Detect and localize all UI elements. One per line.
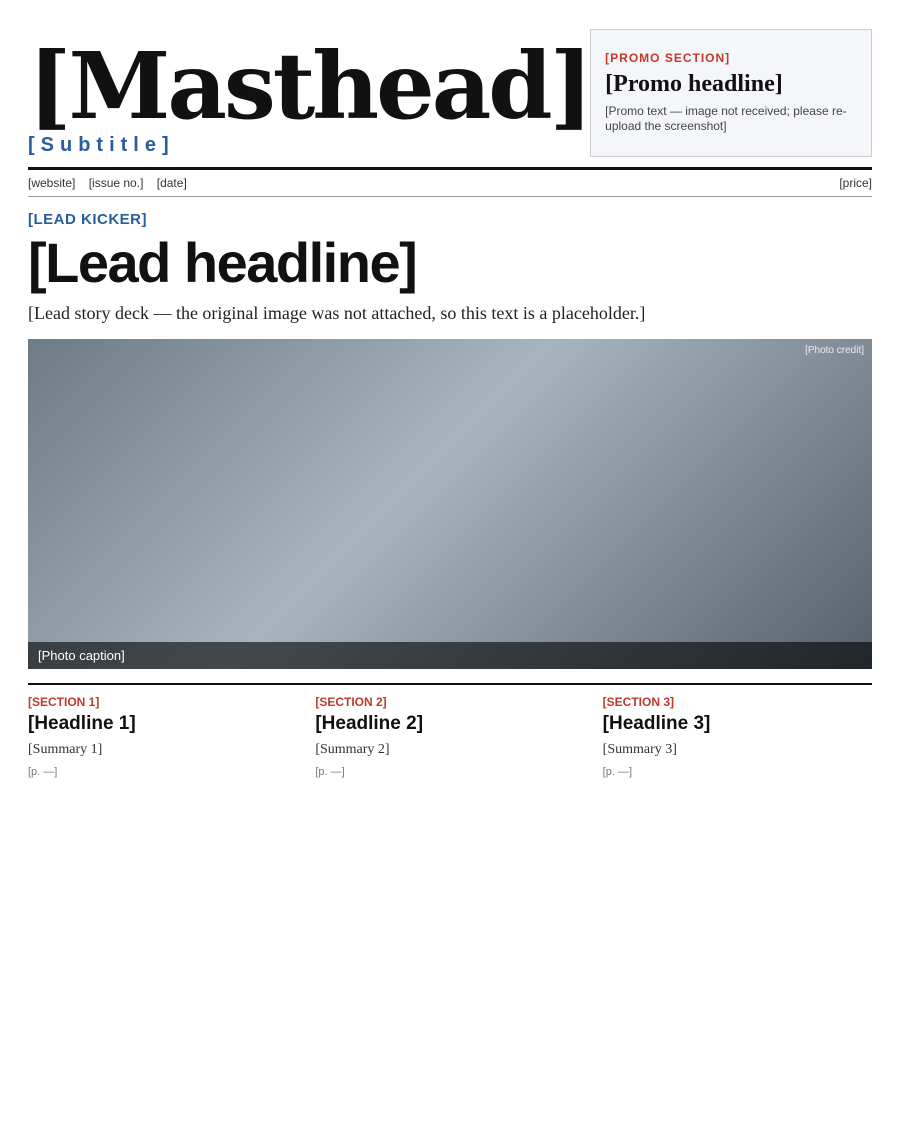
masthead-subtitle: [Subtitle] <box>28 134 175 156</box>
promo-title: [Promo headline] <box>605 71 783 98</box>
promo-box[interactable] <box>590 29 872 157</box>
brand-block <box>28 31 591 157</box>
photo-caption: [Photo caption] <box>28 642 872 669</box>
section-headline[interactable]: [Headline 2] <box>315 713 424 735</box>
promo-kicker: [PROMO SECTION] <box>605 51 731 66</box>
section-page-ref: [p. —] <box>28 766 58 779</box>
section-summary: [Summary 3] <box>602 742 677 758</box>
lead-kicker: [LEAD KICKER] <box>28 211 147 228</box>
section-label: [SECTION 3] <box>602 695 674 710</box>
lead-deck: [Lead story deck — the original image was not attached, so this text is a placeholder.] <box>28 303 646 324</box>
section-summary: [Summary 1] <box>28 742 103 758</box>
dateline-left <box>28 176 197 190</box>
promo-text: [Promo text — image not received; please re-upload the screenshot] <box>605 103 847 134</box>
dateline <box>28 170 872 197</box>
section-story[interactable] <box>603 695 872 778</box>
dateline-price: [price] <box>839 176 872 190</box>
section-headline[interactable]: [Headline 3] <box>602 713 711 735</box>
dateline-website[interactable]: [website] <box>28 176 76 190</box>
section-story[interactable] <box>28 695 297 778</box>
dateline-date: [date] <box>156 176 187 190</box>
section-headline[interactable]: [Headline 1] <box>28 713 136 735</box>
masthead <box>28 20 872 170</box>
section-grid <box>28 683 872 778</box>
lead-headline[interactable]: [Lead headline] <box>28 231 417 294</box>
lead-story[interactable] <box>28 211 872 325</box>
photo-credit: [Photo credit] <box>805 345 864 357</box>
section-story[interactable] <box>315 695 584 778</box>
masthead-logo[interactable]: [Masthead] <box>28 31 591 140</box>
section-page-ref: [p. —] <box>315 766 345 779</box>
dateline-issue: [issue no.] <box>88 176 144 190</box>
lead-photo[interactable] <box>28 339 872 669</box>
section-label: [SECTION 1] <box>28 695 100 710</box>
section-label: [SECTION 2] <box>315 695 387 710</box>
section-summary: [Summary 2] <box>315 742 390 758</box>
section-page-ref: [p. —] <box>602 766 632 779</box>
